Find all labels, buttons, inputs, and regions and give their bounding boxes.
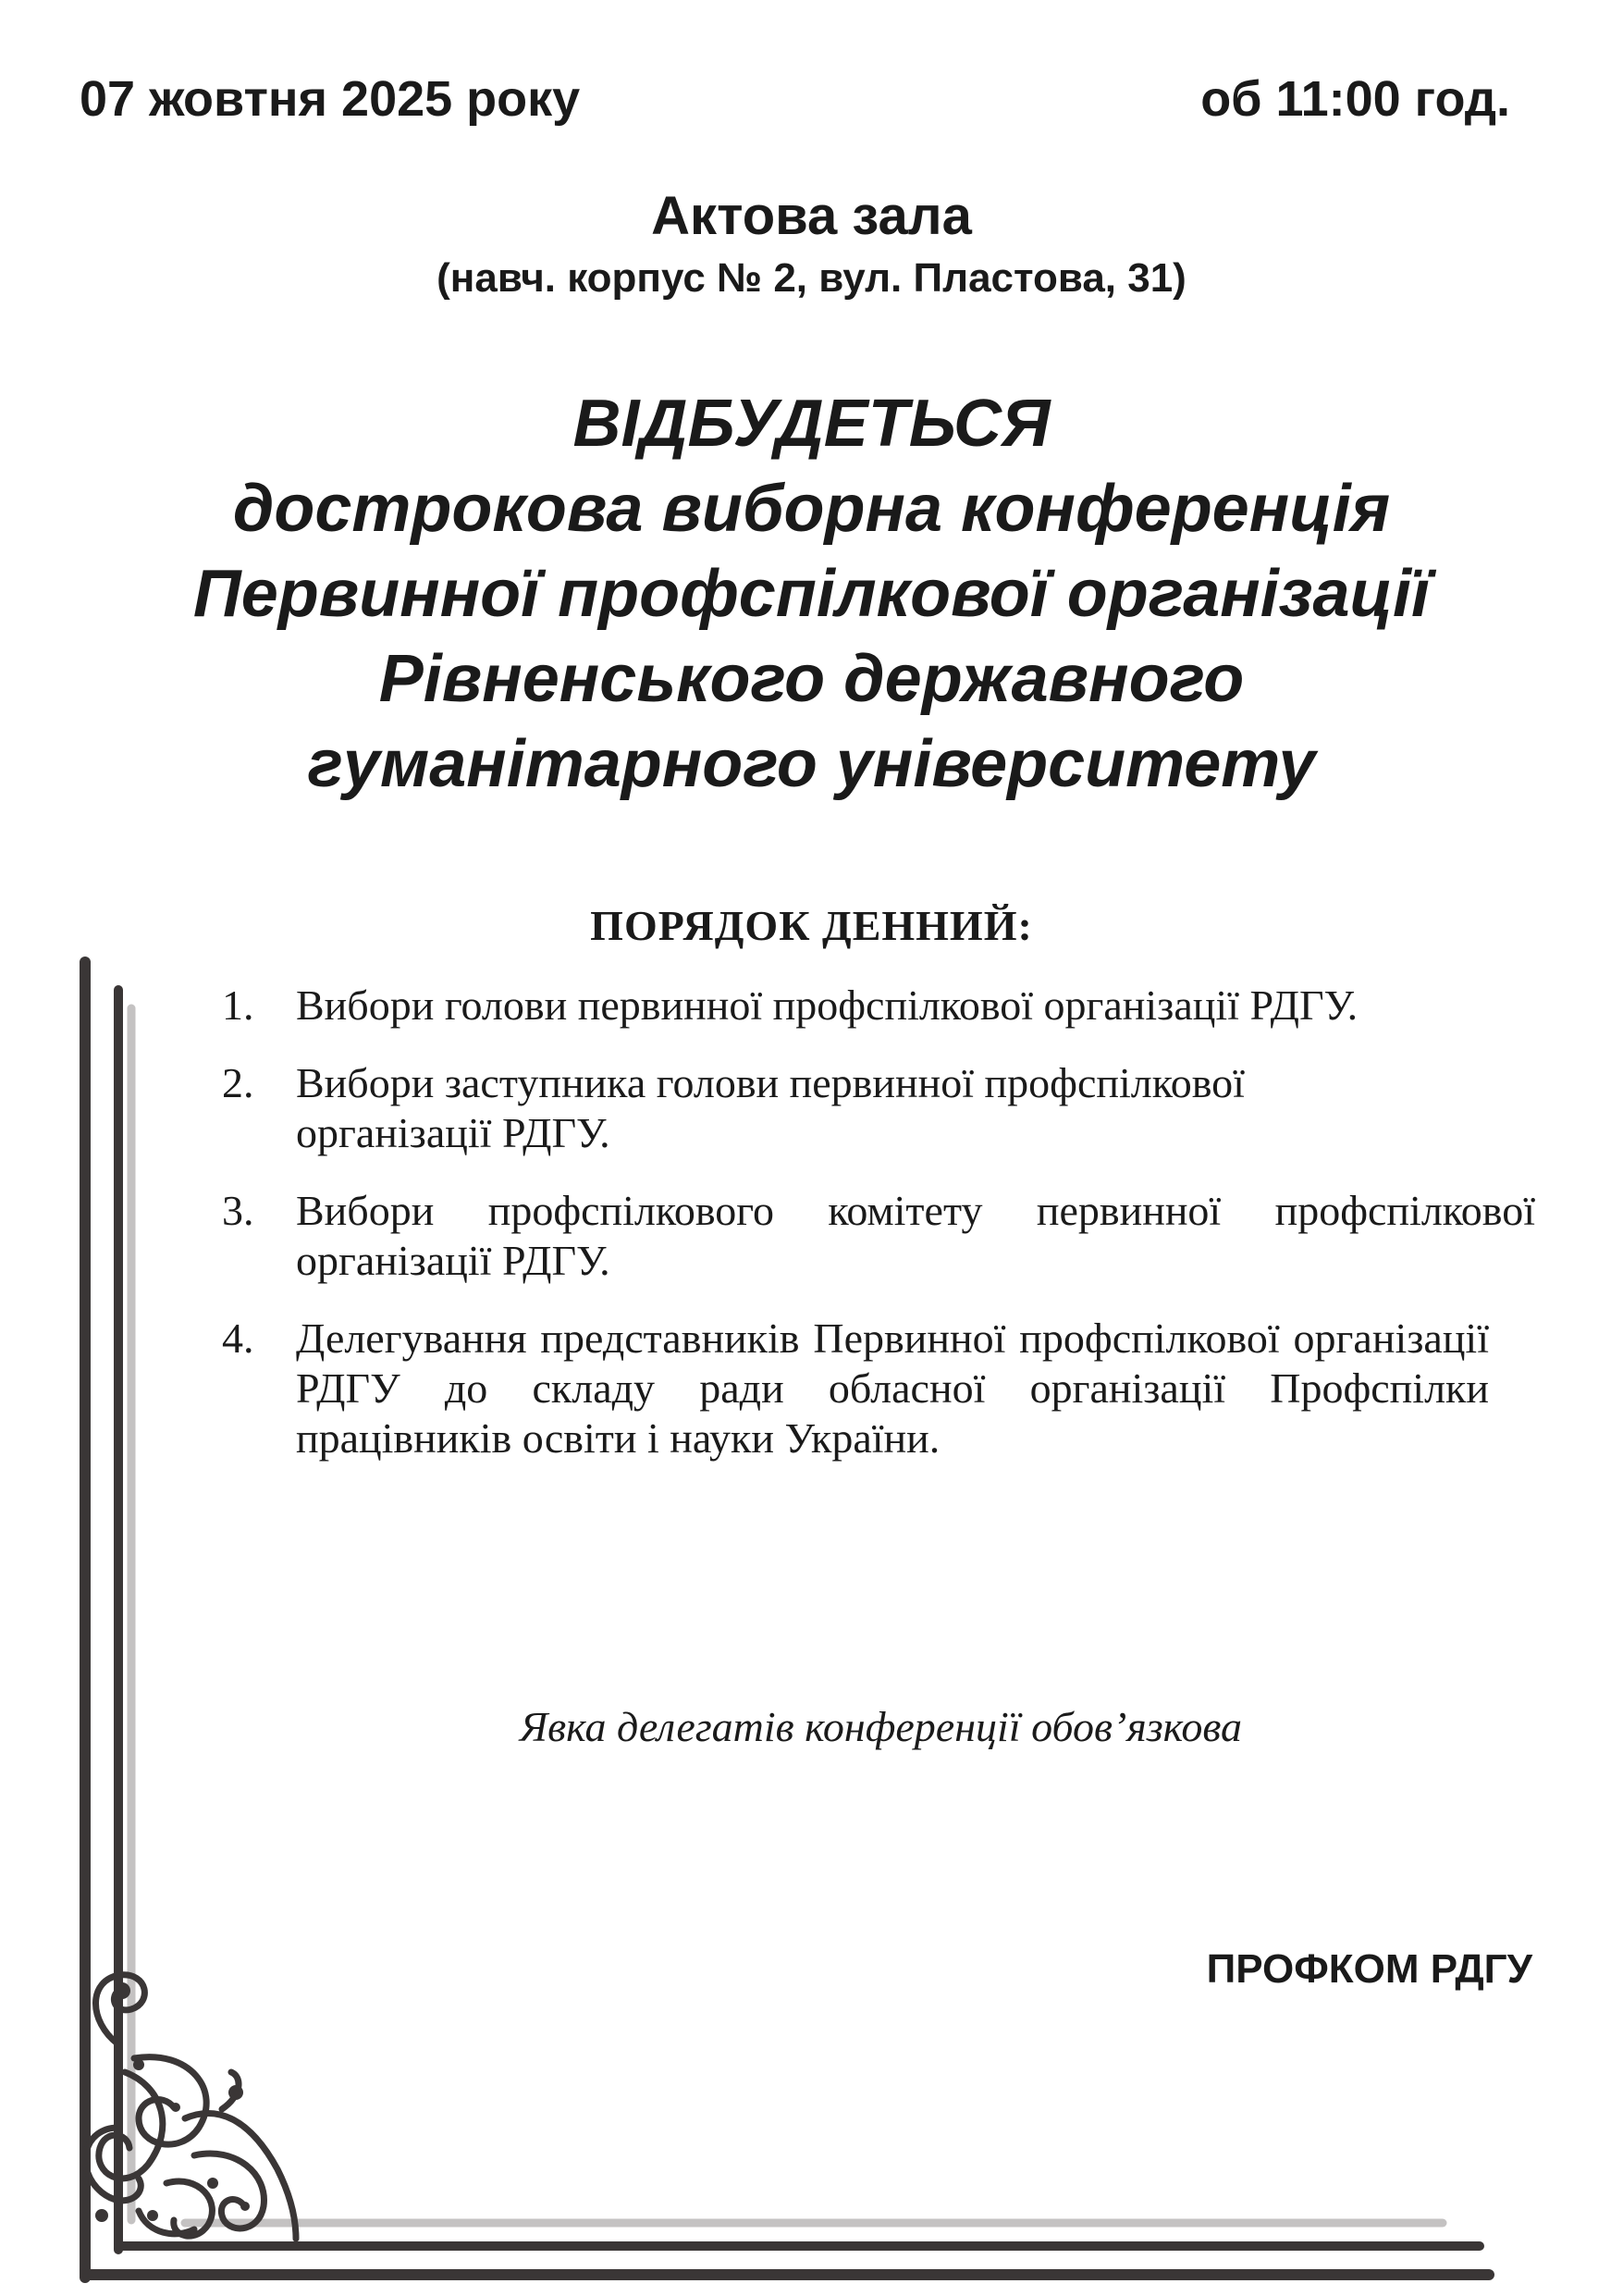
agenda-item (222, 1186, 1544, 1286)
event-date: 07 жовтня 2025 року (80, 71, 581, 127)
agenda-item-text: Вибори заступника голови первинної профспілкової організації РДГУ. (296, 1059, 1245, 1156)
venue-address: (навч. корпус № 2, вул. Пластова, 31) (436, 255, 1187, 301)
agenda-item-number: 4. (222, 1315, 254, 1362)
event-time: об 11:00 год. (1200, 71, 1510, 127)
agenda-item-text: Делегування представників Первинної профспілкової організації РДГУ до складу ради обласної організації Профспілки працівників освіти і науки України. (296, 1315, 1489, 1462)
agenda-item-number: 3. (222, 1187, 254, 1234)
agenda-item (222, 981, 1544, 1031)
headline-line-3: Первинної профспілкової організації (192, 557, 1431, 631)
agenda-title: ПОРЯДОК ДЕННИЙ: (590, 902, 1033, 949)
agenda-item-text: Вибори голови первинної профспілкової організації РДГУ. (296, 981, 1359, 1029)
agenda-item (222, 1058, 1544, 1158)
agenda-item-text: Вибори профспілкового комітету первинної профспілкової організації РДГУ. (296, 1187, 1535, 1284)
headline-line-5: гуманітарного університету (307, 727, 1316, 801)
attendance-note: Явка делегатів конференції обов’язкова (519, 1703, 1243, 1750)
agenda-item-number: 2. (222, 1059, 254, 1106)
agenda-list (222, 981, 1544, 1491)
signature: ПРОФКОМ РДГУ (1206, 1946, 1532, 1992)
agenda-item-number: 1. (222, 981, 254, 1029)
headline-line-4: Рівненського державного (378, 642, 1245, 716)
venue-hall: Актова зала (651, 186, 972, 246)
agenda-item (222, 1314, 1544, 1463)
headline-line-2: дострокова виборна конференція (232, 472, 1391, 546)
headline-line-1: ВІДБУДЕТЬСЯ (572, 387, 1051, 461)
announcement-headline (0, 381, 1623, 807)
